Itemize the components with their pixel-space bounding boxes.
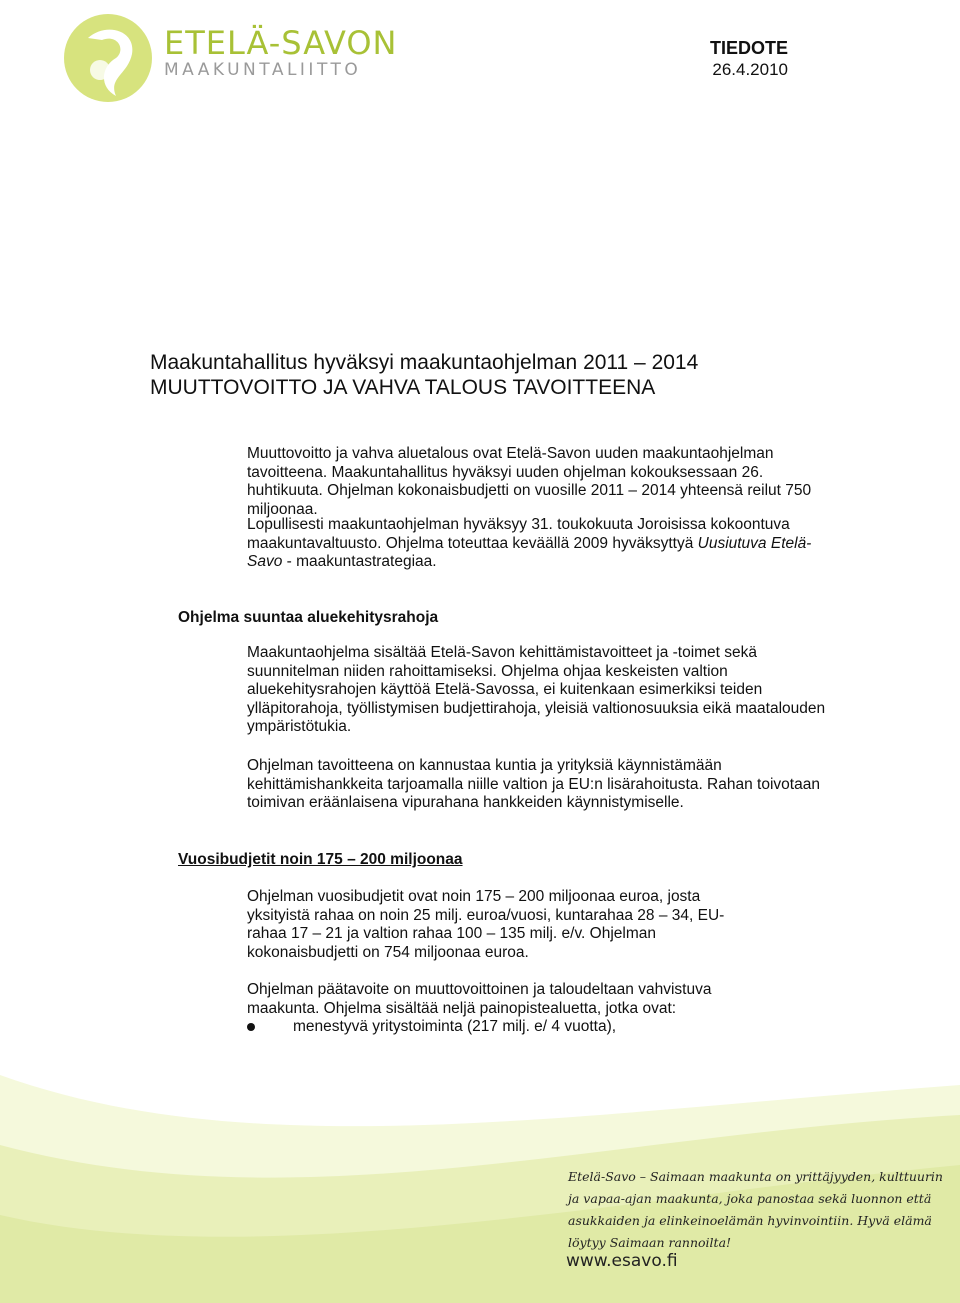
section-heading-2: Vuosibudjetit noin 175 – 200 miljoonaa	[178, 851, 463, 868]
list-item-text: menestyvä yritystoiminta (217 milj. e/ 4 vuotta),	[293, 1018, 617, 1035]
section2-paragraph-2: Ohjelman päätavoite on muuttovoittoinen ja taloudeltaan vahvistuva maakunta. Ohjelma sisältää neljä painopistealuetta, jotka ovat:	[247, 981, 712, 1017]
section2-paragraph-1: Ohjelman vuosibudjetit ovat noin 175 – 200 miljoonaa euroa, josta yksityistä rahaa on noin 25 milj. euroa/vuosi, kuntarahaa 28 – 34, EU-rahaa 17 – 21 ja valtion rahaa 100 – 135 milj. e/v. Ohjelman kokonaisbudjetti on 754 miljoonaa euroa.	[247, 888, 725, 961]
headline-line-2: MUUTTOVOITTO JA VAHVA TALOUS TAVOITTEENA	[150, 376, 656, 399]
intro-paragraph-1: Muuttovoitto ja vahva aluetalous ovat Etelä-Savon uuden maakuntaohjelman tavoitteena. Maakuntahallitus hyväksyi uuden ohjelman kokouksessaan 26. huhtikuuta. Ohjelman kokonaisbudjetti on vuosille 2011 – 2014 yhteensä reilut 750 miljoonaa.	[247, 445, 812, 518]
organization-logo	[58, 0, 398, 120]
footer-slogan: Etelä-Savo – Saimaan maakunta on yrittäjyyden, kulttuurin ja vapaa-ajan maakunta, joka panostaa sekä luonnon että asukkaiden ja elinkeinoelämän hyvinvointiin. Hyvä elämä löytyy Saimaan rannoilta!	[568, 1169, 943, 1250]
logo-name: ETELÄ-SAVON	[164, 24, 398, 62]
intro-paragraph-2-text-b: - maakuntastrategiaa.	[282, 553, 437, 570]
release-type: TIEDOTE	[709, 38, 788, 58]
bullet-icon	[247, 1023, 255, 1031]
strategy-name: Uusiutuva Etelä-Savo	[247, 534, 812, 570]
headline	[150, 350, 870, 400]
section1-paragraph-2: Ohjelman tavoitteena on kannustaa kuntia ja yrityksiä käynnistämään kehittämishankkeita tarjoamalla niille valtion ja EU:n lisärahoitusta. Rahan toivotaan toimivan eräänlaisena vipurahana hankkeiden käynnistymiselle.	[247, 757, 820, 811]
swan-logo-icon	[58, 0, 168, 120]
headline-line-1: Maakuntahallitus hyväksyi maakuntaohjelman 2011 – 2014	[150, 351, 699, 374]
logo-subtitle: MAAKUNTALIITTO	[164, 60, 362, 80]
website-link[interactable]: www.esavo.fi	[566, 1251, 678, 1271]
section-heading-1: Ohjelma suuntaa aluekehitysrahoja	[178, 609, 439, 626]
release-info	[710, 37, 788, 80]
section1-paragraph-1: Maakuntaohjelma sisältää Etelä-Savon kehittämistavoitteet ja -toimet sekä suunnitelman niiden rahoittamiseksi. Ohjelma ohjaa keskeisten valtion aluekehitysrahojen käyttöä Etelä-Savossa, ei kuitenkaan esimerkiksi teiden ylläpitorahoja, työllistymisen budjettirahoja, yleisiä valtionosuuksia eikä maatalouden ympäristötukia.	[247, 644, 826, 735]
release-date: 26.4.2010	[712, 60, 788, 79]
intro-paragraph-2-text-a: Lopullisesti maakuntaohjelman hyväksyy 31. toukokuuta Joroisissa kokoontuva maakuntavaltuusto. Ohjelma toteuttaa keväällä 2009 hyväksyttyä	[247, 516, 790, 552]
intro-paragraph-2	[247, 516, 827, 572]
